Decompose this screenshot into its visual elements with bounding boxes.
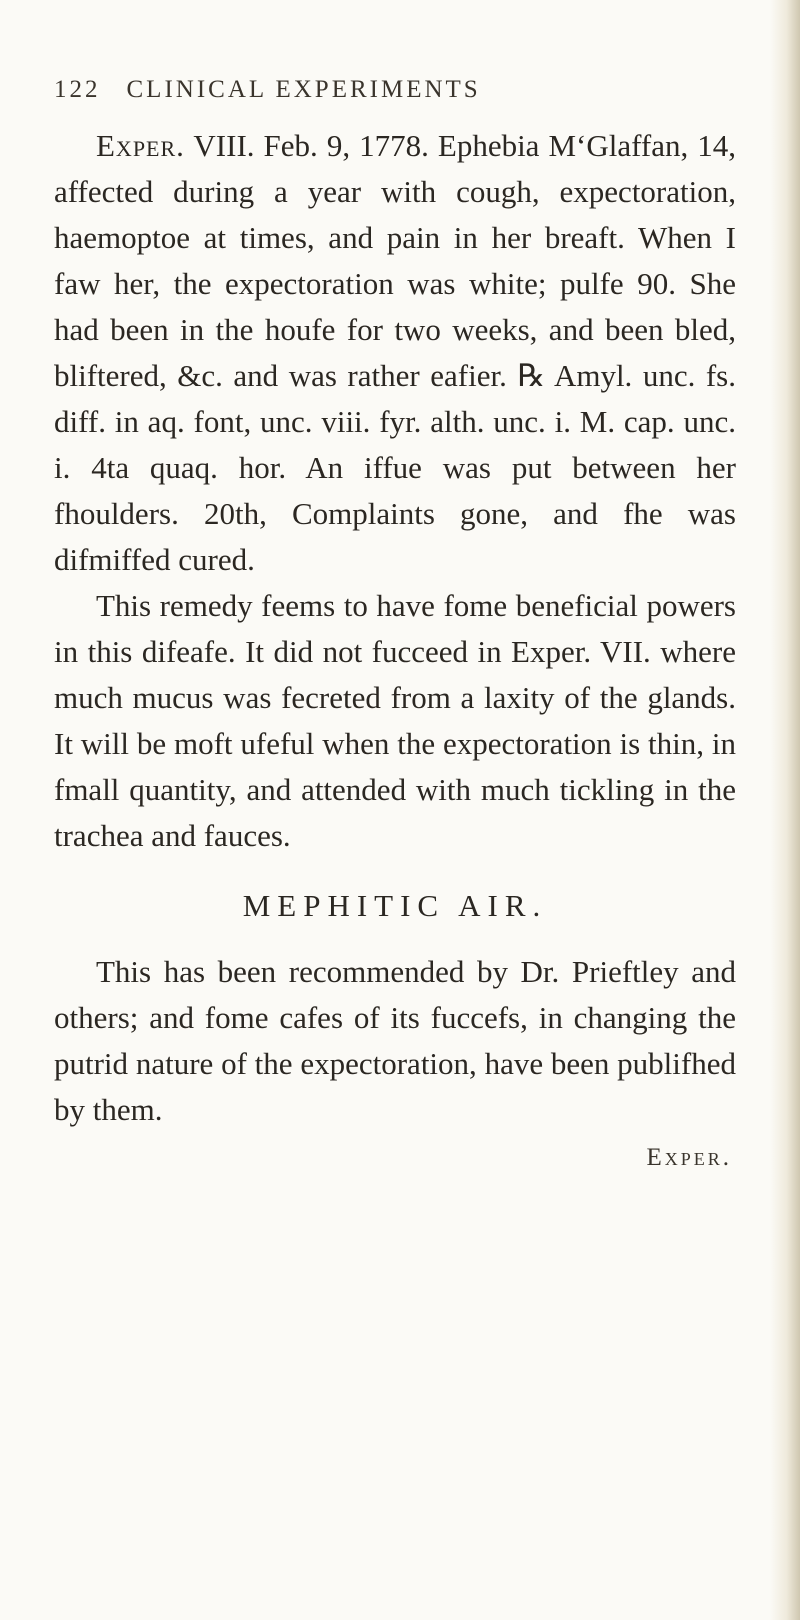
section-heading: MEPHITIC AIR. (242, 888, 548, 923)
page-edge-shadow (770, 0, 800, 1620)
page-body (54, 123, 736, 1181)
running-header (54, 76, 694, 104)
commentary-paragraph: This remedy feems to have fome beneficial powers in this difeafe. It did not fucceed in Exper. VII. where much mucus was fecreted from a laxity of the glands. It will be moft ufeful when the expectoration is thin, in fmall quantity, and attended with much tickling in the trachea and fauces. (54, 588, 736, 853)
section-paragraph: This has been recommended by Dr. Prieftley and others; and fome cafes of its fuccefs, in changing the putrid nature of the expectoration, have been publifhed by them. (54, 954, 736, 1127)
catchword: Exper. (646, 1144, 732, 1171)
experiment-paragraph (54, 123, 736, 583)
experiment-text: VIII. Feb. 9, 1778. Ephebia M‘Glaffan, 14, affected during a year with cough, expectoration, haemoptoe at times, and pain in her breaft. When I faw her, the expectoration was white; pulfe 90. She had been in the houfe for two weeks, and been bled, bliftered, &c. and was rather eafier. ℞ Amyl. unc. fs. diff. in aq. font, unc. viii. fyr. alth. unc. i. M. cap. unc. i. 4ta quaq. hor. An iffue was put between her fhoulders. 20th, Complaints gone, and fhe was difmiffed cured. (54, 128, 736, 577)
page-number: 122 (54, 76, 101, 103)
experiment-label: Exper. (96, 128, 185, 163)
running-title: CLINICAL EXPERIMENTS (126, 76, 481, 103)
